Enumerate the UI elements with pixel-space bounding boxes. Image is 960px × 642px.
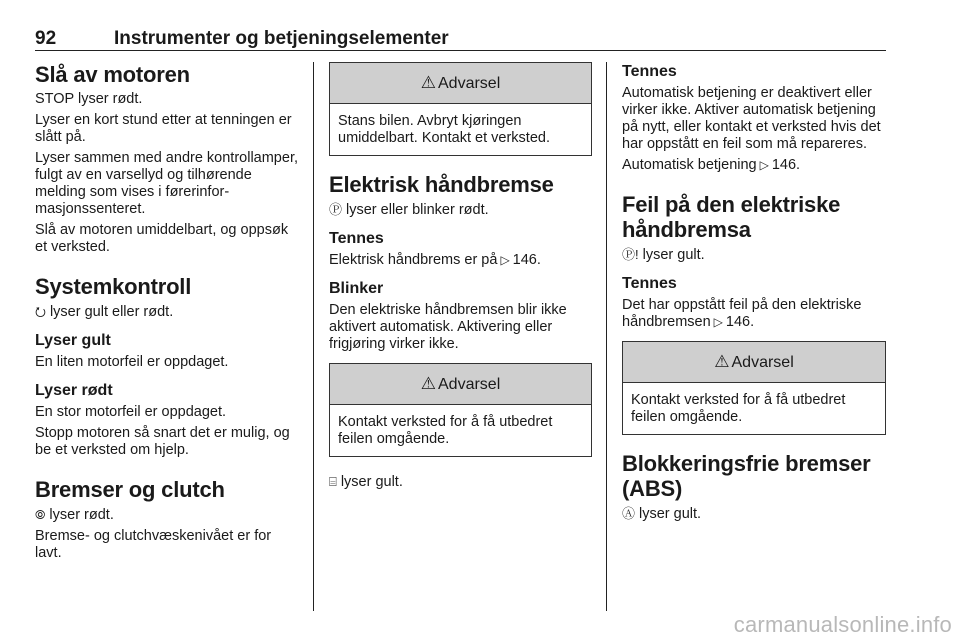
section-title-brakes-clutch: Bremser og clutch <box>35 477 225 502</box>
subheading-lit: Tennes <box>622 275 677 292</box>
column-3 <box>622 62 886 527</box>
abs-indicator: Ⓐ lyser gult. <box>622 506 702 522</box>
warning-box-2 <box>329 363 592 457</box>
warning-text: Kontakt verksted for å få utbedret feilen omgående. <box>338 414 553 447</box>
stop-paragraph-2: Lyser sammen med andre kontrollamper, fulgt av en varsellyd og tilhørende melding som vises i førerinformasjonssenteret. <box>35 150 298 217</box>
warning-header: ⚠ Advarsel <box>330 364 591 405</box>
subheading-lights-red: Lyser rødt <box>35 382 113 399</box>
red-text-2: Stopp motoren så snart det er mulig, og be et verksted om hjelp. <box>35 425 290 458</box>
red-text-1: En stor motorfeil er oppdaget. <box>35 404 227 420</box>
fault-text: Det har oppstått feil på den elektriske håndbremsen ▷ 146. <box>622 297 862 330</box>
section-title-parking-brake-fault: Feil på den elektriske håndbremsa <box>622 192 841 242</box>
brake-indicator: ⦾ lyser rødt. <box>35 507 114 523</box>
parking-brake-on-text: Elektrisk håndbrems er på ▷ 146. <box>329 252 541 268</box>
auto-operation-text: Automatisk betjening er deaktivert eller virker ikke. Aktiver automatisk betjening på nytt, eller kontakt et verksted hvis det har oppstått en feil som må repareres. <box>622 85 881 152</box>
subheading-flashing: Blinker <box>329 280 384 297</box>
page-number: 92 <box>35 28 57 49</box>
column-1 <box>35 62 298 566</box>
warning-header: ⚠ Advarsel <box>623 342 885 383</box>
reference-arrow-icon: ▷ <box>713 315 723 329</box>
warning-triangle-icon: ⚠ <box>714 352 730 371</box>
brake-fluid-text: Bremse- og clutchvæskenivået er for lavt. <box>35 528 272 561</box>
warning-text: Stans bilen. Avbryt kjøringen umiddelbart. Kontakt et verksted. <box>338 113 550 146</box>
section-title-electric-parking-brake: Elektrisk håndbremse <box>329 172 554 197</box>
warning-triangle-icon: ⚠ <box>420 73 436 92</box>
section-title-abs: Blokkeringsfrie bremser (ABS) <box>622 451 871 501</box>
column-divider-right <box>606 62 607 611</box>
stop-paragraph-1: Lyser en kort stund etter at tenningen er slått på. <box>35 112 292 145</box>
reference-arrow-icon: ▷ <box>759 158 769 172</box>
auto-operation-ref: Automatisk betjening ▷ 146. <box>622 157 801 173</box>
stop-paragraph-3: Slå av motoren umiddelbart, og oppsøk et verksted. <box>35 222 289 255</box>
parking-brake-icon: Ⓟ <box>329 202 343 217</box>
section-title-system-check: Systemkontroll <box>35 274 192 299</box>
autohold-icon: ⌸ <box>329 474 337 489</box>
parking-brake-indicator: Ⓟ lyser eller blinker rødt. <box>329 202 489 218</box>
engine-icon: ⭮ <box>35 304 46 319</box>
chapter-title: Instrumenter og betjeningselementer <box>114 28 449 49</box>
reference-arrow-icon: ▷ <box>500 253 510 267</box>
column-divider-left <box>313 62 314 611</box>
column-2 <box>329 62 592 495</box>
autohold-indicator: ⌸ lyser gult. <box>329 474 403 490</box>
warning-triangle-icon: ⚠ <box>420 374 436 393</box>
abs-icon: Ⓐ <box>622 506 636 521</box>
parking-brake-fault-icon: Ⓟ! <box>622 247 639 262</box>
flashing-text: Den elektriske håndbremsen blir ikke aktivert automatisk. Aktivering eller frigjøring virker ikke. <box>329 302 567 352</box>
warning-box-1 <box>329 62 592 156</box>
parking-brake-fault-indicator: Ⓟ! lyser gult. <box>622 247 705 263</box>
warning-text: Kontakt verksted for å få utbedret feilen omgående. <box>631 392 846 425</box>
stop-indicator-text: STOP lyser rødt. <box>35 91 143 107</box>
watermark: carmanualsonline.info <box>733 612 952 637</box>
warning-box-3 <box>622 341 886 435</box>
subheading-lights-yellow: Lyser gult <box>35 332 111 349</box>
subheading-lit: Tennes <box>329 230 384 247</box>
subheading-lit: Tennes <box>622 63 677 80</box>
yellow-text: En liten motorfeil er oppdaget. <box>35 354 229 370</box>
section-title-stop-engine: Slå av motoren <box>35 62 190 87</box>
warning-header: ⚠ Advarsel <box>330 63 591 104</box>
brake-circle-icon: ⦾ <box>35 507 46 522</box>
system-check-indicator: ⭮ lyser gult eller rødt. <box>35 304 174 320</box>
page-header <box>35 28 886 51</box>
